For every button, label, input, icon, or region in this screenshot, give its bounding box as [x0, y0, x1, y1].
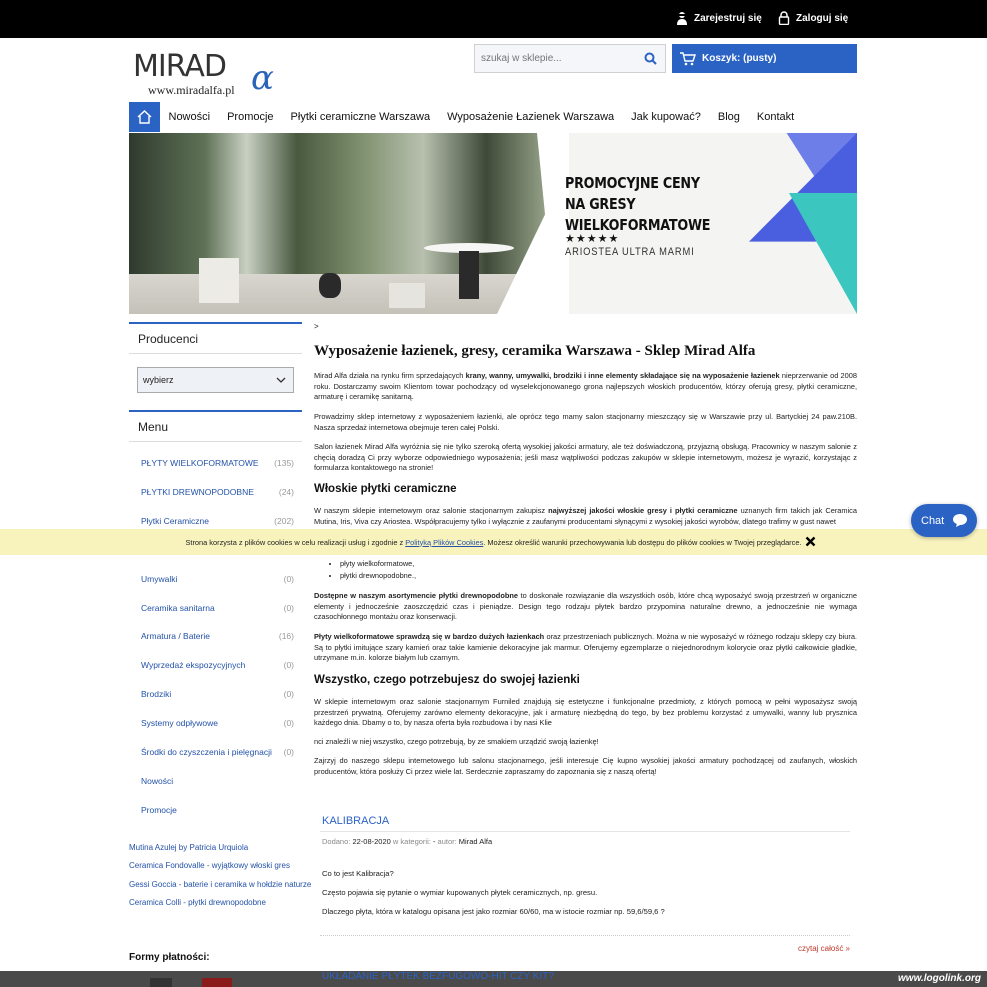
text: to doskonałe rozwiązanie dla wszystkich osób, które chcą wyposażyć swoją przestrzeń w organiczne elementy i jednocześnie zaoszczędzić czas i pieniądze. Design tego rodzaju płytek bardzo przypomina naturalne drewno, a jednocześnie nie wymaga czasochłonnego montażu oraz konserwacji.	[314, 591, 857, 621]
nav-item-wyposazenie[interactable]: Wyposażenie Łazienek Warszawa	[447, 111, 615, 123]
menu-box	[129, 410, 302, 830]
menu-item[interactable]: Systemy odpływowe	[141, 718, 219, 728]
chevron-down-icon	[276, 376, 286, 384]
search-icon[interactable]	[644, 52, 657, 65]
main-nav	[129, 102, 857, 132]
cookie-bar	[0, 529, 987, 555]
banner-line3: WIELKOFORMATOWE	[565, 216, 711, 234]
paragraph: Prowadzimy sklep internetowy z wyposażeniem łazienki, ale oprócz tego mamy salon stacjonarny mieszczący się w Warszawie przy ul. Bartyckiej 24 paw.210B. Nasza sprzedaż internetowa obejmuje teren całej Polski.	[314, 412, 857, 432]
list-item: • płyty wielkoformatowe,	[340, 558, 416, 570]
cookie-text	[185, 538, 801, 547]
meta-author: Mirad Alfa	[458, 837, 493, 846]
producers-select-value: wybierz	[143, 375, 174, 385]
menu-count: (0)	[283, 689, 294, 699]
logo-text: MIRAD	[133, 49, 226, 84]
banner-subtitle: ARIOSTEA ULTRA MARMI	[565, 246, 695, 258]
menu-count: (0)	[283, 747, 294, 757]
chat-bubble-icon	[952, 513, 968, 528]
banner-line1: PROMOCYJNE CENY	[565, 174, 700, 192]
paragraph: nci znaleźli w niej wszystko, czego potrzebują, by ze smakiem urządzić swoją łazienkę!	[314, 737, 599, 746]
blog-text: Co to jest Kalibracja?	[322, 869, 394, 878]
bullet-list	[330, 558, 416, 582]
read-more-link[interactable]: czytaj całość »	[797, 944, 850, 953]
banner-headline	[565, 173, 710, 236]
promo-banner[interactable]	[129, 133, 857, 314]
text-bold: Płyty wielkoformatowe sprawdzą się w bardzo dużych łazienkach	[314, 632, 545, 641]
meta-label: autor:	[435, 837, 459, 846]
nav-item-plytki[interactable]: Płytki ceramiczne Warszawa	[290, 111, 431, 123]
section-heading: Włoskie płytki ceramiczne	[314, 483, 457, 495]
nav-item-nowosci[interactable]: Nowości	[168, 111, 211, 123]
text-bold: krany, wanny, umywalki, brodziki i inne elementy składające się na wyposażenie łazienek	[465, 371, 780, 380]
producers-title: Producenci	[129, 324, 302, 354]
menu-count: (0)	[283, 574, 294, 584]
menu-item[interactable]: Wyprzedaż ekspozycyjnych	[141, 660, 246, 670]
text: oraz przestrzeniach publicznych. Można w nie wyposażyć w różnego rodzaju sklepy czy biura. Są to płytki imitujące szary kamień oraz takie kamienie dekoracyjne jak marmur. Oferujemy egzemplarze o niejednorodnym kolorycie oraz płytki całkowicie gładkie, utrzymane m.in. kolorze białym lub czarnym.	[314, 632, 857, 662]
text: Mirad Alfa działa na rynku firm sprzedających	[314, 371, 466, 380]
meta-label: Dodano:	[322, 837, 353, 846]
sidebar-link[interactable]: Ceramica Fondovalle - wyjątkowy włoski gres	[129, 861, 290, 870]
logo-alpha: α	[251, 58, 274, 98]
menu-item[interactable]: Środki do czyszczenia i pielęgnacji	[141, 747, 272, 757]
text-bold: Dostępne w naszym asortymencie płytki drewnopodobne	[314, 591, 518, 600]
menu-item[interactable]: Umywalki	[141, 574, 178, 584]
nav-item-jak-kupowac[interactable]: Jak kupować?	[631, 111, 701, 123]
register-label: Zarejestruj się	[694, 12, 762, 24]
blog-meta	[322, 837, 492, 846]
paragraph: Zajrzyj do naszego sklepu internetowego lub salonu stacjonarnego, jeśli interesuje Cię kupno wysokiej jakości armatury pochodzącej od zaufanych, włoskich producentów, która posłuży Ci przez wiele lat. Serdecznie zapraszamy do zapoznania się z naszą ofertą!	[314, 756, 857, 776]
lock-icon	[778, 11, 790, 25]
banner-stars: ★★★★★	[565, 233, 620, 245]
search-input[interactable]	[475, 45, 635, 72]
meta-category: -	[432, 837, 436, 846]
nav-item-blog[interactable]: Blog	[717, 111, 740, 123]
banner-shape	[789, 193, 857, 314]
menu-title: Menu	[129, 412, 302, 442]
banner-photo	[129, 133, 549, 314]
text: nieprzerwanie od 2008 roku. Dostarczamy swoim Klientom towar pochodzący od wyselekcjonowanego grona najlepszych włoskich producentów, którzy oferują gresy, płytki ceramiczne, armaturę i ceramikę sanitarną.	[314, 371, 857, 401]
payment-logo-icon	[150, 978, 172, 987]
login-label: Zaloguj się	[796, 12, 849, 24]
watermark: www.logolink.org	[898, 973, 981, 984]
list-item: • płytki drewnopodobne.,	[340, 570, 416, 582]
text-bold: najwyższej jakości włoskie gresy i płytki ceramiczne	[548, 506, 738, 515]
cart-icon	[680, 52, 696, 66]
menu-count: (16)	[278, 631, 294, 641]
divider	[320, 831, 850, 832]
menu-item[interactable]: Promocje	[141, 805, 177, 815]
blog-post-title[interactable]: KALIBRACJA	[322, 815, 390, 827]
paragraph: Salon łazienek Mirad Alfa wyróżnia się nie tylko szeroką ofertą wysokiej jakości armatury, ale też doświadczoną, przyjazną obsługą. Pracownicy w naszym salonie z chęcią doradzą Ci przy wyborze odpowiedniego wyposażenia; jeśli masz wątpliwości podczas zakupów w sklepie internetowym, możesz je wyrazić, korzystając z formularza kontaktowego na stronie!	[314, 442, 857, 472]
meta-date: 22-08-2020	[352, 837, 391, 846]
producers-select[interactable]	[137, 367, 294, 393]
nav-item-promocje[interactable]: Promocje	[227, 111, 274, 123]
site-logo[interactable]	[133, 49, 278, 100]
login-link[interactable]	[778, 11, 848, 25]
paragraph	[314, 591, 857, 623]
user-icon	[676, 11, 688, 25]
cookie-text-part: . Możesz określić warunki przechowywania lub dostępu do plików cookies w Twojej przeglądarce.	[483, 537, 802, 547]
producers-box	[129, 322, 302, 402]
chat-button[interactable]	[911, 504, 977, 537]
breadcrumb: >	[314, 322, 319, 331]
text: W naszym sklepie internetowym oraz salonie stacjonarnym zakupisz	[314, 506, 549, 515]
text: uznanych firm takich jak Ceramica Mutina, Iris, Viva czy Ariostea. Współpracujemy tylko i wyłącznie z zaufanymi producentami słynącymi z wysokiej jakości wyrobów, dlatego trafimy w gust nawet	[314, 506, 857, 526]
home-icon	[137, 110, 152, 124]
chat-label: Chat	[921, 514, 945, 527]
meta-label: w kategorii:	[390, 837, 433, 846]
cookie-text-part: Strona korzysta z plików cookies w celu realizacji usług i zgodnie z	[185, 537, 406, 547]
banner-line2: NA GRESY	[565, 195, 636, 213]
menu-item[interactable]: PŁYTKI DREWNOPODOBNE	[141, 487, 254, 497]
blog-text: Dlaczego płyta, która w katalogu opisana jest jako rozmiar 60/60, ma w istocie rozmiar np. 59,6/59,6 ?	[322, 907, 665, 916]
logo-url: www.miradalfa.pl	[148, 83, 235, 97]
menu-item[interactable]: Płytki Ceramiczne	[141, 516, 210, 526]
cookie-policy-link[interactable]: Polityką Plików Cookies	[405, 537, 484, 547]
sidebar-link[interactable]: Mutina Azulej by Patricia Urquiola	[129, 843, 249, 852]
cart-label: Koszyk: (pusty)	[702, 53, 777, 64]
page-title: Wyposażenie łazienek, gresy, ceramika Warszawa - Sklep Mirad Alfa	[314, 343, 756, 359]
paragraph	[314, 506, 857, 526]
paragraph	[314, 371, 857, 403]
blog-post-title[interactable]: UKŁADANIE PŁYTEK BEZFUGOWO-HIT CZY KIT?	[322, 971, 554, 982]
home-button[interactable]	[129, 102, 160, 132]
menu-count: (202)	[274, 516, 294, 526]
menu-item[interactable]: PŁYTY WIELKOFORMATOWE	[141, 458, 259, 468]
section-heading: Wszystko, czego potrzebujesz do swojej łazienki	[314, 674, 580, 686]
menu-item[interactable]: Nowości	[141, 776, 174, 786]
nav-item-kontakt[interactable]: Kontakt	[756, 111, 795, 123]
menu-item[interactable]: Armatura / Baterie	[141, 631, 210, 641]
divider	[320, 935, 850, 936]
menu-count: (24)	[278, 487, 294, 497]
top-bar	[0, 0, 987, 38]
register-link[interactable]	[676, 11, 762, 25]
menu-count: (0)	[283, 660, 294, 670]
paragraph: W sklepie internetowym oraz salonie stacjonarnym Furniled znajdują się estetyczne i funkcjonalne przedmioty, z których pomocą w pełni wyposażysz swoją przestrzeń prywatną. Oferujemy zarówno elementy dekoracyjne, jak i armaturę niezbędną do tego, by bez problemu korzystać z umywalki, wanny lub prysznica każdego dnia. Dbamy o to, by nasza oferta była rozbudowa i by nasi Klie	[314, 697, 857, 727]
menu-count: (135)	[274, 458, 294, 468]
payments-title: Formy płatności:	[129, 952, 210, 963]
payment-logo-icon	[202, 978, 232, 987]
menu-item[interactable]: Ceramika sanitarna	[141, 603, 215, 613]
menu-count: (0)	[283, 718, 294, 728]
blog-text: Często pojawia się pytanie o wymiar kupowanych płytek ceramicznych, np. gresu.	[322, 888, 598, 897]
paragraph	[314, 632, 857, 664]
sidebar-link[interactable]: Ceramica Colli - płytki drewnopodobne	[129, 898, 266, 907]
sidebar-link[interactable]: Gessi Goccia - baterie i ceramika w hołdzie naturze	[129, 880, 312, 889]
menu-item[interactable]: Brodziki	[141, 689, 172, 699]
cart-button[interactable]	[672, 44, 857, 73]
close-icon[interactable]	[805, 536, 816, 547]
menu-count: (0)	[283, 603, 294, 613]
search-box	[474, 44, 666, 73]
